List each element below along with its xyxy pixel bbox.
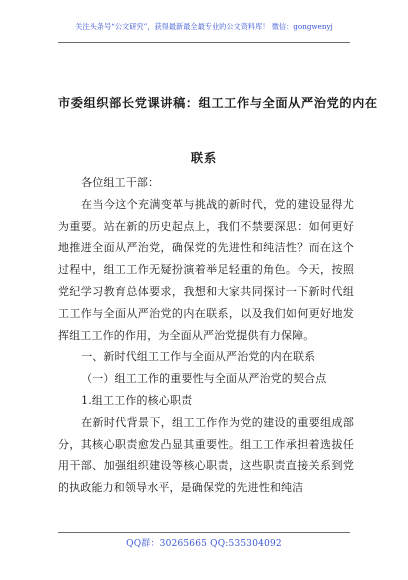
footer-contact-text: QQ群：30265665 QQ:535304092 xyxy=(126,539,282,549)
footer-divider xyxy=(58,532,350,533)
header-divider xyxy=(58,42,350,43)
document-body xyxy=(58,172,354,499)
paragraph-core-duties: 在新时代背景下，组工工作作为党的建设的重要组成部分，其核心职责愈发凸显其重要性。组工工作承担着选拔任用干部、加强组织建设等核心职责，这些职责直接关系到党的执政能力和领导水平，是确保党的先进性和纯洁 xyxy=(58,415,354,495)
item-heading-1: 1.组工工作的核心职责 xyxy=(81,393,193,407)
section-heading-1: 一、新时代组工工作与全面从严治党的内在联系 xyxy=(81,350,316,364)
header-promo-text: 关注头条号“公文研究”，获得最新最全最专业的公文资料库！ 微信：gongwenyj xyxy=(75,22,333,31)
subsection-heading-1: （一）组工工作的重要性与全面从严治党的契合点 xyxy=(81,372,327,386)
greeting: 各位组工干部： xyxy=(81,176,160,189)
document-title-line-2: 联系 xyxy=(190,151,218,165)
paragraph-intro: 在当今这个充满变革与挑战的新时代，党的建设显得尤为重要。站在新的历史起点上，我们不禁要深思：如何更好地推进全面从严治党，确保党的先进性和纯洁性？而在这个过程中，组工工作无疑扮演着举足轻重的角色。今天，按照党纪学习教育总体要求，我想和大家共同探讨一下新时代组工工作与全面从严治党的内在联系，以及我们如何更好地发挥组工工作的作用，为全面从严治党提供有力保障。 xyxy=(58,197,354,342)
document-title-line-1: 市委组织部长党课讲稿：组工工作与全面从严治党的内在 xyxy=(58,96,378,110)
